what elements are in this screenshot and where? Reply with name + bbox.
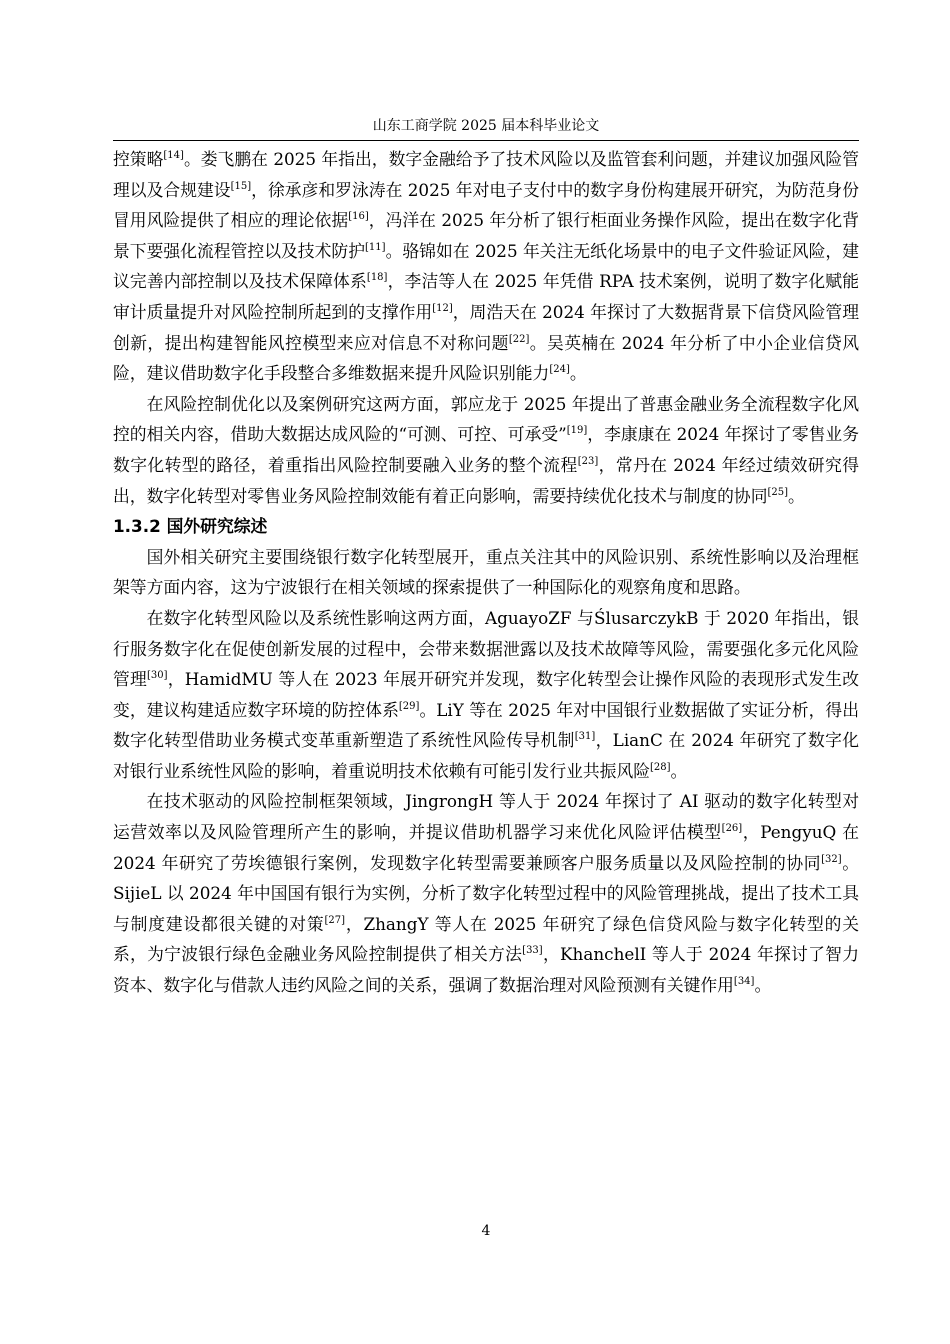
text-run: 。: [670, 760, 688, 781]
text-run: ，KhanchelI 等人于 2024 年探讨了智力资本、数字化与借款人违约风险之间的关系，强调了数据治理对风险预测有关键作用: [113, 944, 859, 996]
citation-ref: [14]: [163, 150, 184, 161]
citation-ref: [29]: [398, 700, 420, 712]
text-run: ，常丹在 2024 年经过绩效研究得出，数字化转型对零售业务风险控制效能有着正向影响，需要持续优化技术与制度的协同: [113, 454, 859, 506]
citation-ref: [23]: [577, 455, 599, 467]
text-run: ，ZhangY 等人在 2025 年研究了绿色信贷风险与数字化转型的关系，为宁波银行绿色金融业务风险控制提供了相关方法: [113, 913, 859, 965]
text-run: 在技术驱动的风险控制框架领域，JingrongH 等人于 2024 年探讨了 AI 驱动的数字化转型对运营效率以及风险管理所产生的影响，并提议借助机器学习来优化风险评估模型: [113, 791, 859, 843]
citation-ref: [27]: [324, 914, 345, 926]
citation-ref: [11]: [365, 241, 386, 253]
header-rule: [113, 140, 859, 141]
body-paragraph: [113, 144, 859, 389]
text-run: ，冯洋在 2025 年分析了银行柜面业务操作风险，提出在数字化背景下要强化流程管控以及技术防护: [113, 210, 859, 261]
text-run: ，PengyuQ 在 2024 年研究了劳埃德银行案例，发现数字化转型需要兼顾客户服务质量以及风险控制的协同: [113, 822, 859, 873]
text-run: 。娄飞鹏在 2025 年指出，数字金融给予了技术风险以及监管套利问题，并建议加强风险管理以及合规建设: [113, 149, 859, 200]
body-paragraph: [113, 389, 859, 511]
text-run: 。: [788, 485, 805, 506]
page-header: 山东工商学院 2025 届本科毕业论文: [372, 118, 600, 134]
citation-ref: [22]: [508, 333, 530, 345]
text-run: 在风险控制优化以及案例研究这两方面，郭应龙于 2025 年提出了普惠金融业务全流程数字化风控的相关内容，借助大数据达成风险的“可测、可控、可承受”: [113, 393, 859, 445]
text-run: 。SijieL 以 2024 年中国国有银行为实例，分析了数字化转型过程中的风险管理挑战，提出了技术工具与制度建设都很关键的对策: [113, 852, 859, 934]
citation-ref: [25]: [767, 486, 789, 498]
text-run: 。LiY 等在 2025 年对中国银行业数据做了实证分析，得出数字化转型借助业务模式变革重新塑造了系统性风险传导机制: [113, 699, 859, 751]
text-run: 在数字化转型风险以及系统性影响这两方面，AguayoZF 与ŚlusarczykB 于 2020 年指出，银行服务数字化在促使创新发展的过程中，会带来数据泄露以及技术故障等风险，需要强化多元化风险管理: [113, 607, 859, 690]
citation-ref: [31]: [574, 731, 596, 743]
citation-ref: [12]: [432, 302, 453, 314]
text-run: ，李洁等人在 2025 年凭借 RPA 技术案例，说明了数字化赋能审计质量提升对风险控制所起到的支撑作用: [113, 271, 859, 322]
body-paragraph: [113, 542, 859, 603]
text-run: 国外相关研究主要围绕银行数字化转型展开，重点关注其中的风险识别、系统性影响以及治理框架等方面内容，这为宁波银行在相关领域的探索提供了一种国际化的观察角度和思路。: [113, 546, 859, 598]
citation-ref: [32]: [821, 853, 842, 865]
citation-ref: [19]: [566, 425, 588, 437]
text-run: 。吴英楠在 2024 年分析了中小企业信贷风险，建议借助数字化手段整合多维数据来提升风险识别能力: [113, 332, 859, 384]
citation-ref: [15]: [230, 180, 252, 192]
body-paragraph: [113, 786, 859, 1000]
citation-ref: [34]: [733, 976, 755, 988]
text-run: 控策略: [113, 149, 164, 169]
text-run: 。: [569, 363, 587, 384]
citation-ref: [30]: [147, 670, 168, 682]
page-number: 4: [481, 1223, 491, 1239]
section-heading: 1.3.2 国外研究综述: [113, 516, 268, 537]
text-run: ，HamidMU 等人在 2023 年展开研究并发现，数字化转型会让操作风险的表现形式发生改变，建议构建适应数字环境的防控体系: [113, 669, 859, 720]
citation-ref: [18]: [366, 272, 388, 284]
text-run: ，李康康在 2024 年探讨了零售业务数字化转型的路径，着重指出风险控制要融入业务的整个流程: [113, 424, 859, 475]
paper-body: [113, 144, 859, 1001]
body-paragraph: [113, 603, 859, 787]
citation-ref: [16]: [348, 211, 369, 223]
text-run: 。骆锦如在 2025 年关注无纸化场景中的电子文件验证风险，建议完善内部控制以及技术保障体系: [113, 240, 859, 292]
citation-ref: [33]: [522, 945, 543, 957]
text-run: ，徐承彦和罗泳涛在 2025 年对电子支付中的数字身份构建展开研究，为防范身份冒用风险提供了相应的理论依据: [113, 179, 859, 231]
text-run: 。: [754, 975, 772, 996]
text-run: ，LianC 在 2024 年研究了数字化对银行业系统性风险的影响，着重说明技术依赖有可能引发行业共振风险: [113, 730, 859, 781]
citation-ref: [26]: [721, 823, 743, 835]
citation-ref: [24]: [549, 364, 570, 376]
citation-ref: [28]: [650, 761, 671, 773]
text-run: ，周浩天在 2024 年探讨了大数据背景下信贷风险管理创新，提出构建智能风控模型来应对信息不对称问题: [113, 301, 859, 353]
